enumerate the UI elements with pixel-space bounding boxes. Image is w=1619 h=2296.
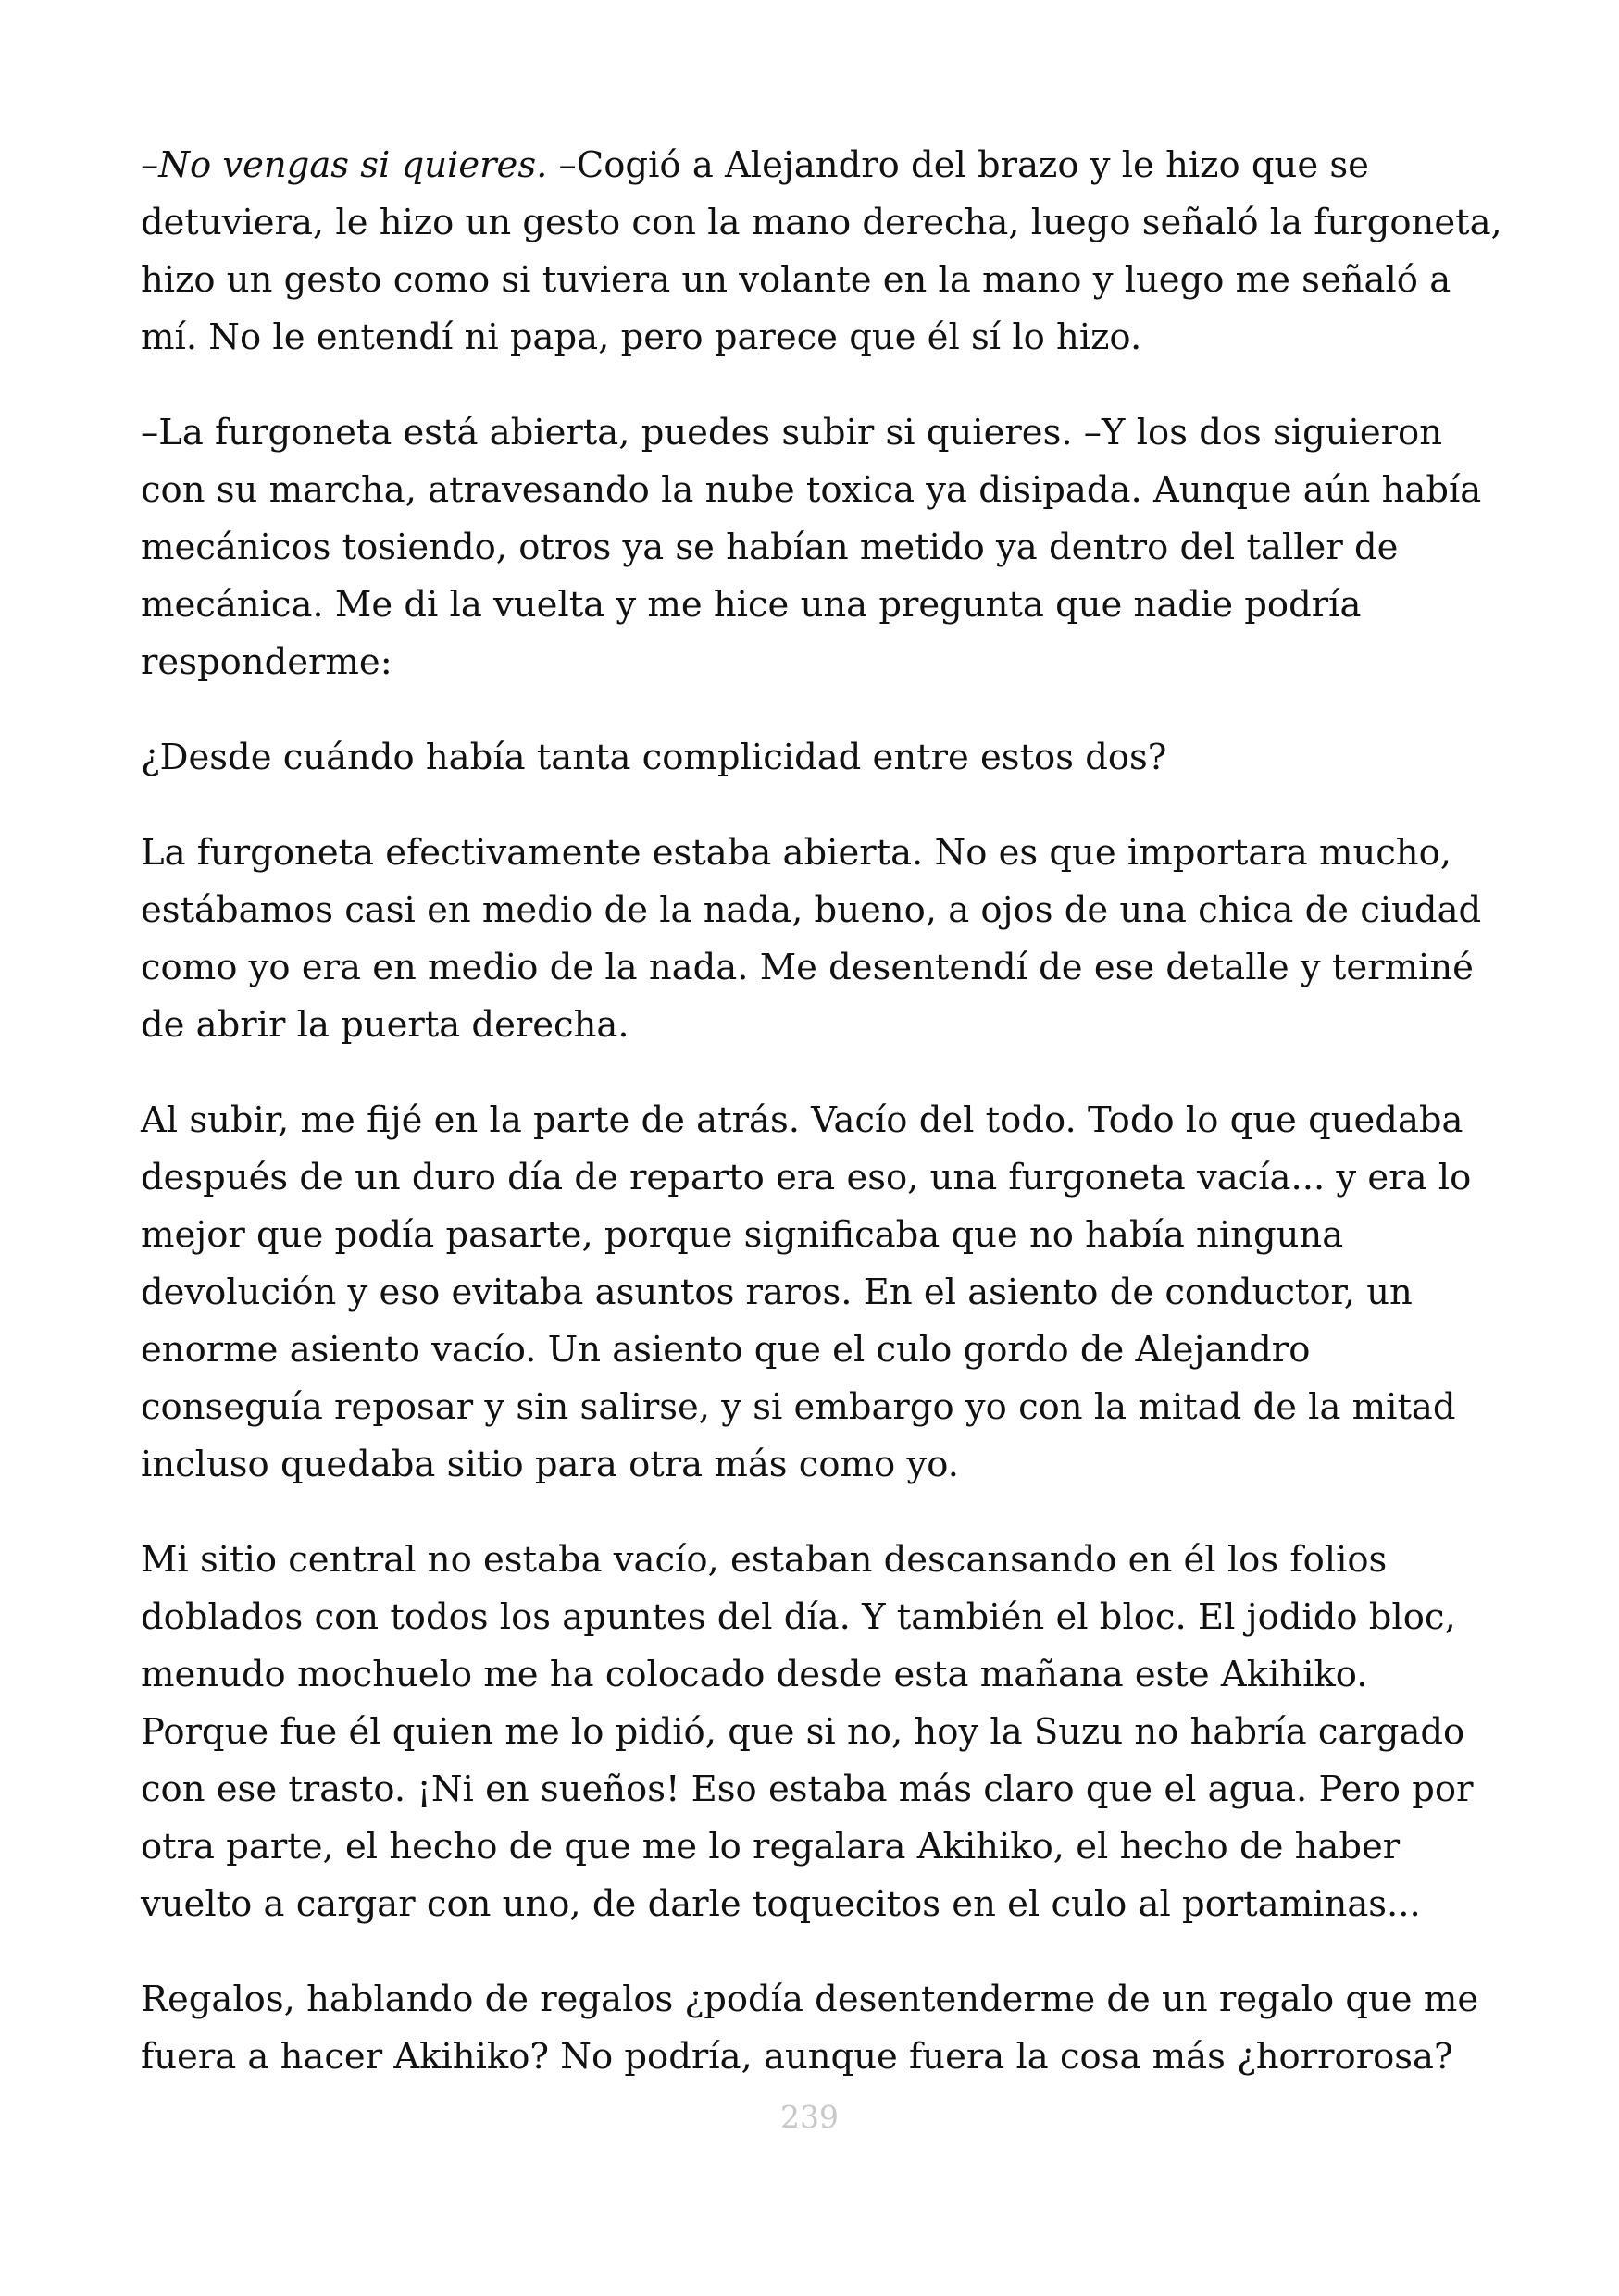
text-line: La furgoneta efectivamente estaba abierta. No es que importara mucho, <box>141 832 1452 874</box>
text-line: como yo era en medio de la nada. Me desentendí de ese detalle y terminé <box>141 947 1474 988</box>
text-line: mecánicos tosiendo, otros ya se habían metido ya dentro del taller de <box>141 527 1399 568</box>
text-line: enorme asiento vacío. Un asiento que el culo gordo de Alejandro <box>141 1329 1311 1371</box>
text-line: Regalos, hablando de regalos ¿podía desentenderme de un regalo que me <box>141 1979 1479 2020</box>
text-line: Porque fue él quien me lo pidió, que si no, hoy la Suzu no habría cargado <box>141 1711 1465 1753</box>
text-line: estábamos casi en medio de la nada, bueno, a ojos de una chica de ciudad <box>141 889 1482 931</box>
paragraph <box>141 1532 1501 1933</box>
text-line: mí. No le entendí ni papa, pero parece que él sí lo hizo. <box>141 316 1142 358</box>
text-line: con su marcha, atravesando la nube toxica ya disipada. Aunque aún había <box>141 469 1482 511</box>
body-text <box>141 137 1501 2124</box>
text-line: responderme: <box>141 641 392 683</box>
text-line: hizo un gesto como si tuviera un volante en la mano y luego me señaló a <box>141 259 1451 301</box>
text-line: –La furgoneta está abierta, puedes subir si quieres. –Y los dos siguieron <box>141 412 1443 453</box>
text-line: doblados con todos los apuntes del día. Y también el bloc. El jodido bloc, <box>141 1596 1456 1638</box>
text-line: menudo mochuelo me ha colocado desde esta mañana este Akihiko. <box>141 1654 1368 1695</box>
text-line: otra parte, el hecho de que me lo regalara Akihiko, el hecho de haber <box>141 1826 1401 1868</box>
text-line: ¿Desde cuándo había tanta complicidad entre estos dos? <box>141 737 1167 778</box>
italic-dialogue: No vengas si quieres. <box>158 144 548 186</box>
paragraph <box>141 729 1501 787</box>
text-line: Al subir, me fijé en la parte de atrás. Vacío del todo. Todo lo que quedaba <box>141 1099 1463 1141</box>
text-line: devolución y eso evitaba asuntos raros. En el asiento de conductor, un <box>141 1272 1413 1313</box>
paragraph <box>141 1971 1501 2086</box>
page-number: 239 <box>780 2099 839 2135</box>
paragraph <box>141 404 1501 691</box>
paragraph <box>141 825 1501 1054</box>
text-line: vuelto a cargar con uno, de darle toquecitos en el culo al portaminas... <box>141 1883 1421 1925</box>
text-line: fuera a hacer Akihiko? No podría, aunque fuera la cosa más ¿horrorosa? <box>141 2036 1453 2078</box>
text-line: con ese trasto. ¡Ni en sueños! Eso estaba más claro que el agua. Pero por <box>141 1769 1474 1810</box>
text-line: incluso quedaba sitio para otra más como yo. <box>141 1444 959 1485</box>
text-line: después de un duro día de reparto era eso, una furgoneta vacía... y era lo <box>141 1157 1472 1198</box>
text-line: de abrir la puerta derecha. <box>141 1004 629 1046</box>
text-line: Mi sitio central no estaba vacío, estaban descansando en él los folios <box>141 1539 1388 1581</box>
paragraph <box>141 137 1501 366</box>
text-line: –No vengas si quieres. –Cogió a Alejandro del brazo y le hizo que se <box>141 144 1369 186</box>
text-line: conseguía reposar y sin salirse, y si embargo yo con la mitad de la mitad <box>141 1386 1456 1428</box>
paragraph <box>141 1092 1501 1494</box>
text-line: mecánica. Me di la vuelta y me hice una pregunta que nadie podría <box>141 584 1362 626</box>
text-line: detuviera, le hizo un gesto con la mano derecha, luego señaló la furgoneta, <box>141 202 1502 243</box>
text-line: mejor que podía pasarte, porque significaba que no había ninguna <box>141 1214 1344 1256</box>
